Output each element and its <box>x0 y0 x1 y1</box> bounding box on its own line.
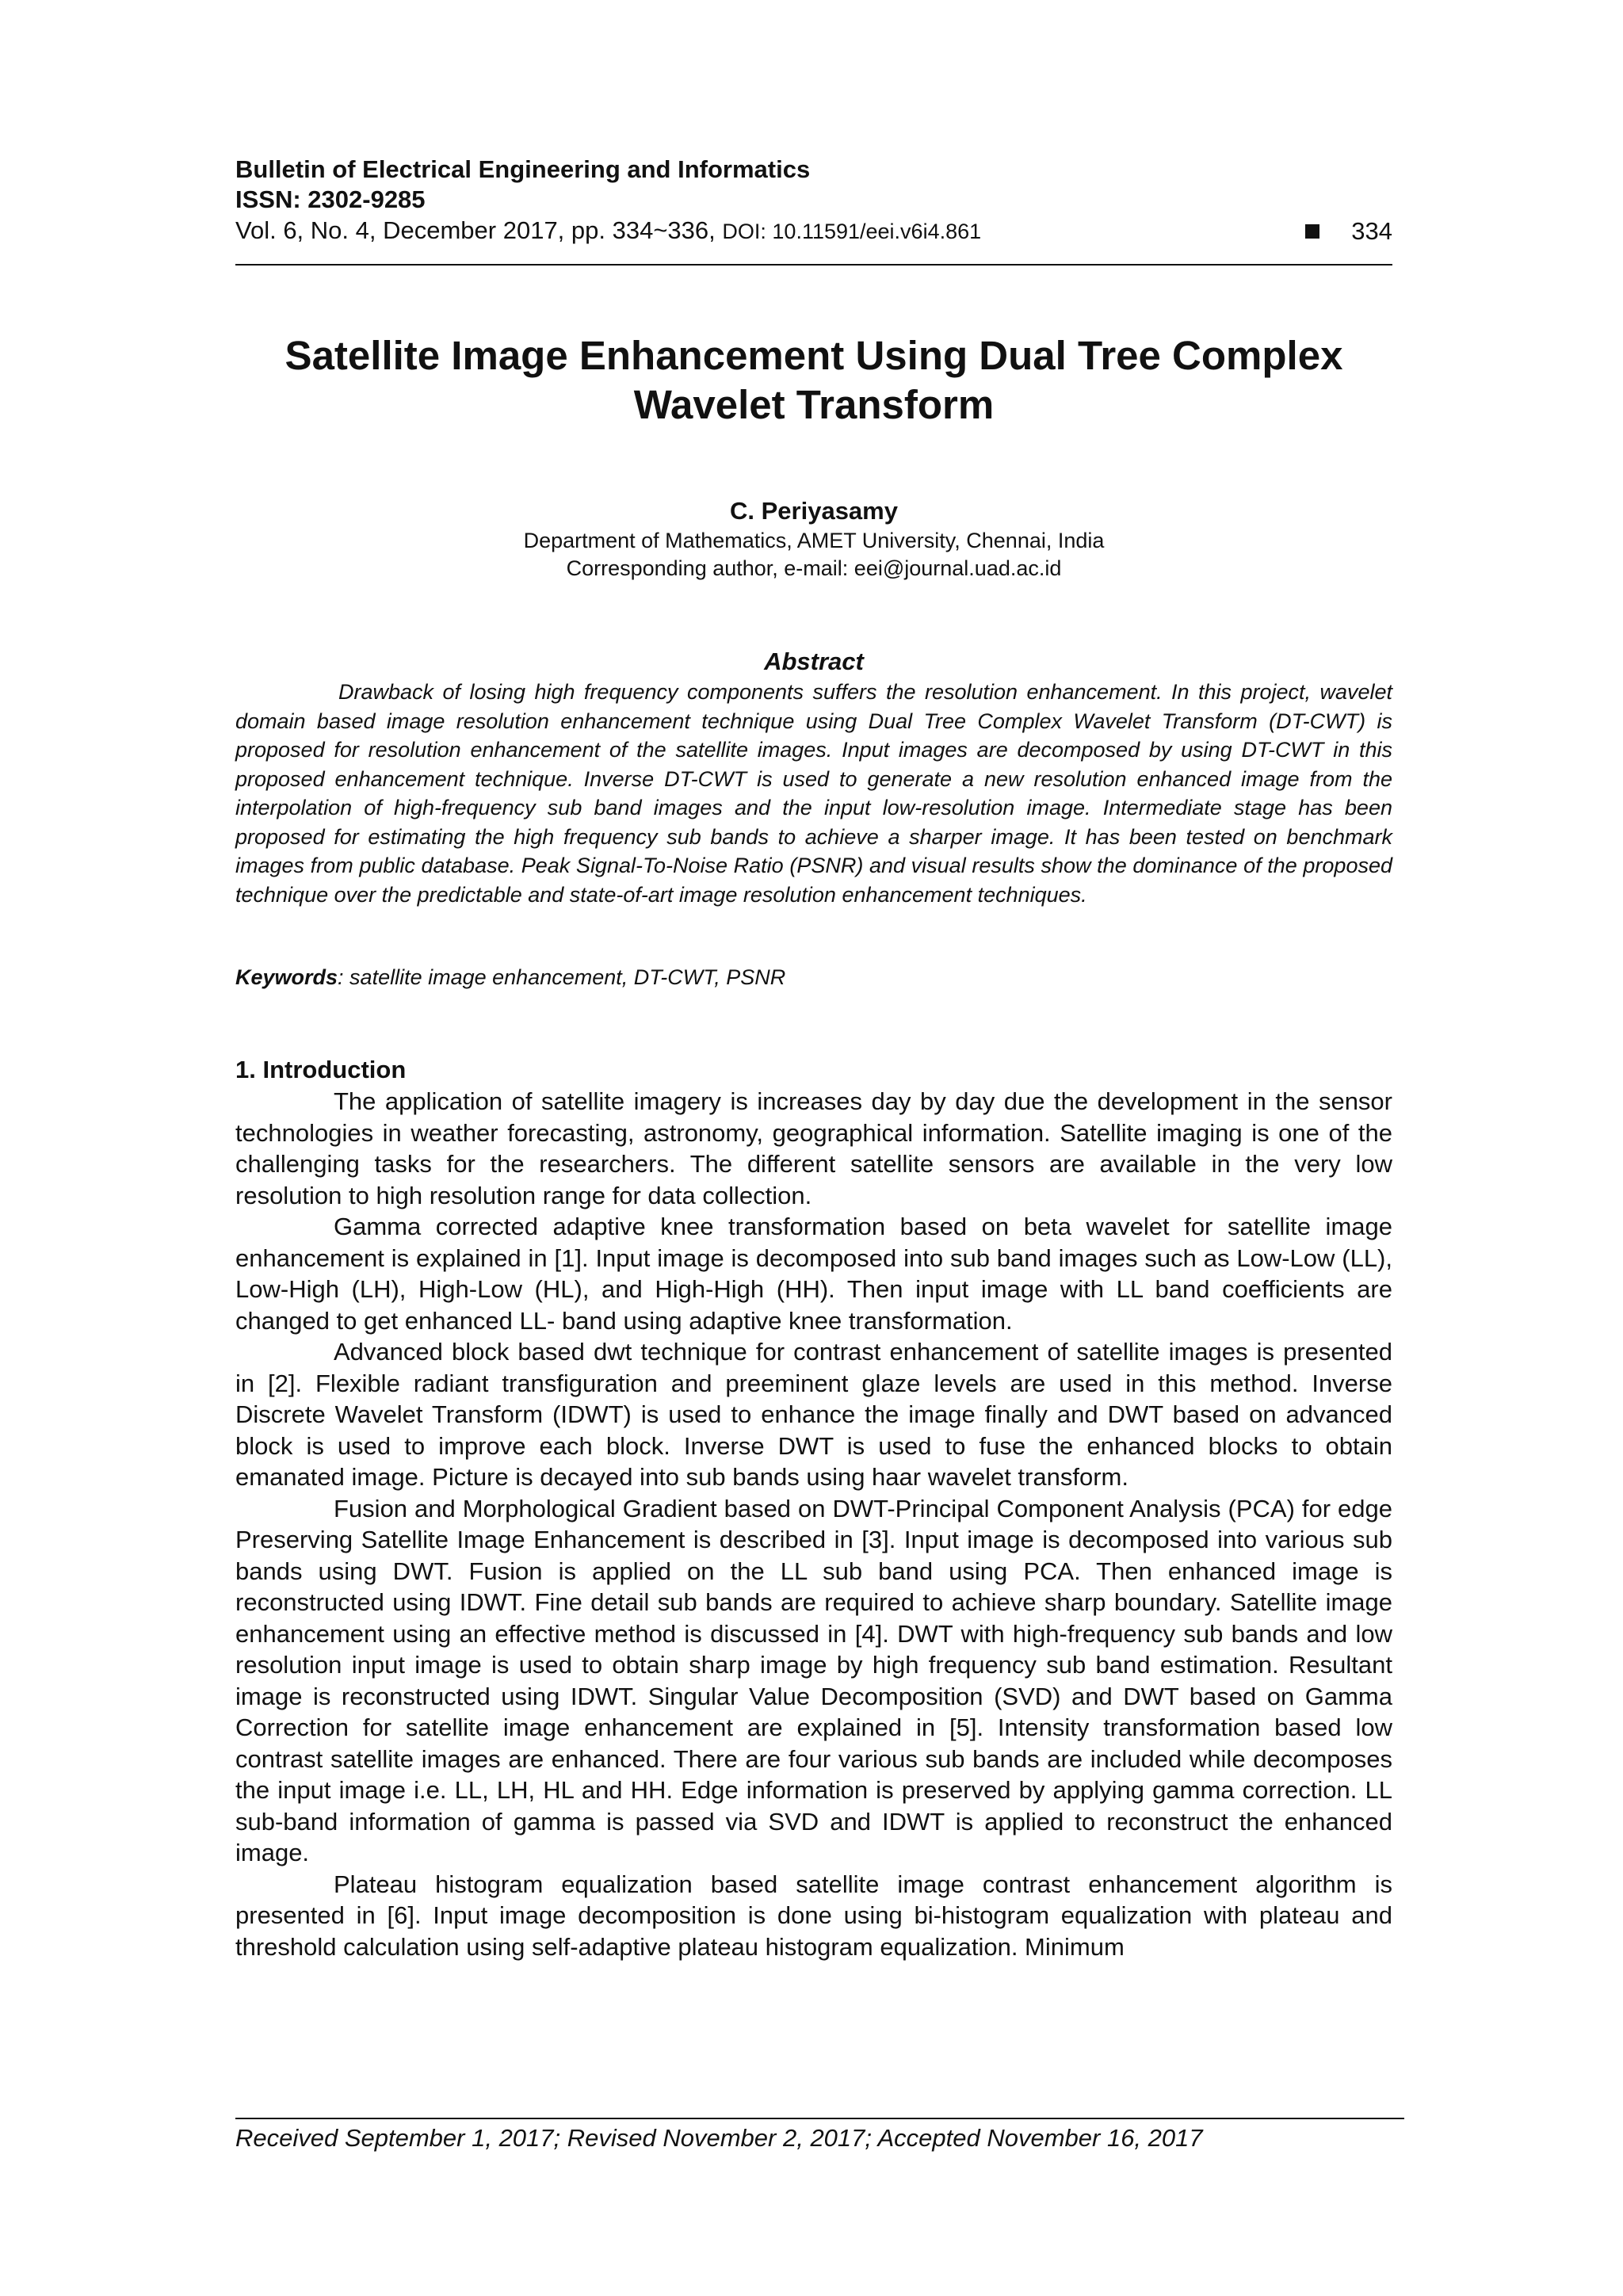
volume-text: Vol. 6, No. 4, December 2017, pp. 334~336, <box>235 216 716 244</box>
introduction-section <box>235 1054 1392 1962</box>
author-block <box>235 495 1392 583</box>
intro-paragraph-1: The application of satellite imagery is increases day by day due the development in the sensor technologies in weather forecasting, astronomy, geographical information. Satellite imaging is one of the challenging tasks for the researchers. The different satellite sensors are available in the very low resolution to high resolution range for data collection. <box>235 1087 1392 1209</box>
paper-title <box>235 331 1392 430</box>
doi-text: DOI: 10.11591/eei.v6i4.861 <box>722 220 982 243</box>
page-number: 334 <box>1351 217 1392 245</box>
volume-line <box>235 215 1392 247</box>
journal-issn: ISSN: 2302-9285 <box>235 185 426 213</box>
abstract-text: Drawback of losing high frequency components suffers the resolution enhancement. In this project, wavelet domain based image resolution enhancement technique using Dual Tree Complex Wavelet Transform (DT-CWT) is proposed for resolution enhancement of the satellite images. Input images are decomposed by using DT-CWT in this proposed enhancement technique. Inverse DT-CWT is used to generate a new resolution enhanced image from the interpolation of high-frequency sub band images and the input low-resolution image. Intermediate stage has been proposed for estimating the high frequency sub bands to achieve a sharper image. It has been tested on benchmark images from public database. Peak Signal-To-Noise Ratio (PSNR) and visual results show the dominance of the proposed technique over the predictable and state-of-art image resolution enhancement techniques. <box>235 680 1392 907</box>
title-line-2: Wavelet Transform <box>633 382 995 427</box>
intro-paragraph-5: Plateau histogram equalization based satellite image contrast enhancement algorithm is presented in [6]. Input image decomposition is done using bi-histogram equalization with plateau and threshold calculation using self-adaptive plateau histogram equalization. Minimum <box>235 1870 1392 1961</box>
author-name: C. Periyasamy <box>730 497 898 525</box>
keywords-text: : satellite image enhancement, DT-CWT, PSNR <box>338 965 786 989</box>
running-header <box>235 155 1392 247</box>
keywords-line <box>235 963 1392 991</box>
section-heading: 1. Introduction <box>235 1056 407 1083</box>
received-dates: Received September 1, 2017; Revised November 2, 2017; Accepted November 16, 2017 <box>235 2124 1203 2152</box>
abstract-heading: Abstract <box>764 648 864 675</box>
page-number-block <box>1305 216 1392 247</box>
square-bullet-icon <box>1305 224 1319 239</box>
header-divider <box>235 264 1392 266</box>
intro-paragraph-4: Fusion and Morphological Gradient based on DWT-Principal Component Analysis (PCA) for edge Preserving Satellite Image Enhancement is described in [3]. Input image is decomposed into various sub bands using DWT. Fusion is applied on the LL sub band using PCA. Then enhanced image is reconstructed using IDWT. Fine detail sub bands are required to achieve sharp boundary. Satellite image enhancement using an effective method is discussed in [4]. DWT with high-frequency sub bands and low resolution input image is used to obtain sharp image by high frequency sub band estimation. Resultant image is reconstructed using IDWT. Singular Value Decomposition (SVD) and DWT based on Gamma Correction for satellite image enhancement are explained in [5]. Intensity transformation based low contrast satellite images are enhanced. There are four various sub bands are included while decomposes the input image i.e. LL, LH, HL and HH. Edge information is preserved by applying gamma correction. LL sub-band information of gamma is passed via SVD and IDWT is applied to reconstruct the enhanced image. <box>235 1494 1392 1866</box>
footer-divider <box>235 2118 1404 2119</box>
corresponding-author: Corresponding author, e-mail: eei@journal.uad.ac.id <box>566 556 1062 580</box>
title-line-1: Satellite Image Enhancement Using Dual Tree Complex <box>285 333 1343 378</box>
author-affiliation: Department of Mathematics, AMET University, Chennai, India <box>523 529 1105 552</box>
intro-paragraph-3: Advanced block based dwt technique for contrast enhancement of satellite images is presented in [2]. Flexible radiant transfiguration and preeminent glaze levels are used in this method. Inverse Discrete Wavelet Transform (IDWT) is used to enhance the image finally and DWT based on advanced block is used to improve each block. Inverse DWT is used to fuse the enhanced blocks to obtain emanated image. Picture is decayed into sub bands using haar wavelet transform. <box>235 1338 1392 1491</box>
volume-info <box>235 215 981 247</box>
journal-name: Bulletin of Electrical Engineering and Informatics <box>235 155 811 183</box>
intro-paragraph-2: Gamma corrected adaptive knee transformation based on beta wavelet for satellite image enhancement is explained in [1]. Input image is decomposed into sub band images such as Low-Low (LL), Low-High (LH), High-Low (HL), and High-High (HH). Then input image with LL band coefficients are changed to get enhanced LL- band using adaptive knee transformation. <box>235 1213 1392 1335</box>
keywords-label: Keywords <box>235 965 338 989</box>
